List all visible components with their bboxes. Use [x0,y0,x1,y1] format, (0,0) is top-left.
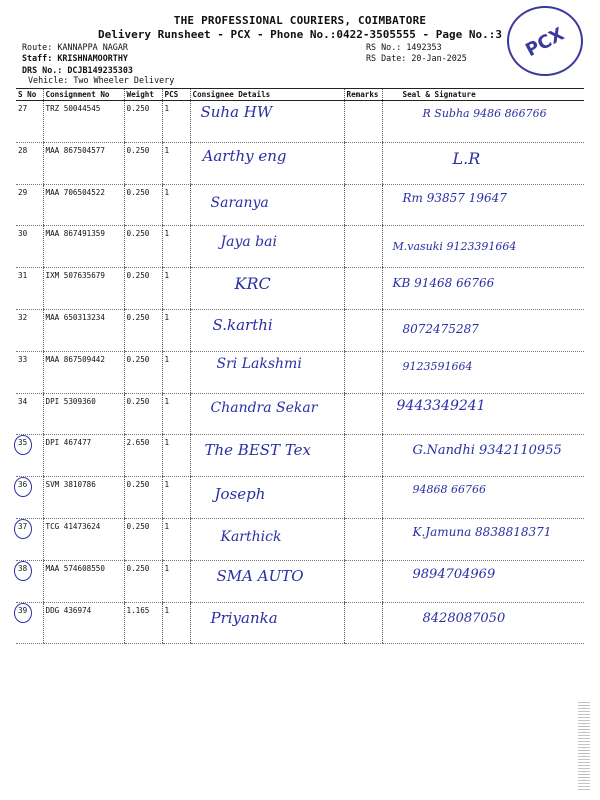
cell-sno: 30 [16,226,43,268]
cell-signature [382,393,584,435]
vehicle-label: Vehicle: [28,75,69,85]
handwritten-signature: KB 91468 66766 [392,276,495,291]
cell-weight: 1.165 [124,602,162,644]
cell-consignee [190,226,344,268]
handwritten-signature: 9123591664 [402,359,473,373]
col-header-remarks: Remarks [344,89,382,101]
cell-sno: 31 [16,268,43,310]
cell-pcs: 1 [162,226,190,268]
cell-consignee [190,351,344,393]
page-subtitle: Delivery Runsheet - PCX - Phone No.:0422-3505555 - Page No.:3 [98,28,502,41]
cell-sno [16,518,43,560]
handwritten-consignee-name: Jaya bai [220,234,277,251]
staff-line [22,53,128,64]
vehicle-line [28,75,174,86]
page-title: THE PROFESSIONAL COURIERS, COIMBATORE [173,14,427,27]
cell-pcs: 1 [162,393,190,435]
route-line [22,42,128,53]
table-row [16,101,584,143]
handwritten-circle-mark [14,561,32,581]
handwritten-signature: K.Jamuna 8838818371 [412,524,552,539]
cell-consignment-no: IXM 507635679 [43,268,124,310]
sno-text: 39 [18,605,28,615]
handwritten-signature: 94868 66766 [412,483,486,497]
cell-weight: 2.650 [124,435,162,477]
cell-weight: 0.250 [124,393,162,435]
cell-consignment-no: MAA 650313234 [43,309,124,351]
cell-sno: 28 [16,142,43,184]
cell-consignment-no: MAA 706504522 [43,184,124,226]
cell-signature [382,351,584,393]
col-header-consignee: Consignee Details [190,89,344,101]
handwritten-consignee-name: Priyanka [210,608,278,627]
stamp-text: PCX [522,23,568,62]
cell-remarks [344,268,382,310]
staff-label: Staff: [22,53,53,63]
cell-sno: 33 [16,351,43,393]
cell-sno [16,602,43,644]
cell-pcs: 1 [162,560,190,602]
table-row [16,309,584,351]
sno-text: 38 [18,563,28,573]
sno-text: 35 [18,438,28,448]
handwritten-signature: M.vasuki 9123391664 [392,240,517,254]
cell-weight: 0.250 [124,184,162,226]
table-row [16,393,584,435]
table-row [16,142,584,184]
cell-sno [16,435,43,477]
cell-weight: 0.250 [124,101,162,143]
cell-remarks [344,560,382,602]
cell-pcs: 1 [162,602,190,644]
handwritten-signature: 9443349241 [396,397,486,414]
handwritten-signature: 9894704969 [412,566,496,582]
handwritten-circle-mark [14,603,32,623]
handwritten-consignee-name: Saranya [210,194,269,211]
handwritten-consignee-name: SMA AUTO [216,566,304,585]
cell-remarks [344,435,382,477]
cell-weight: 0.250 [124,142,162,184]
cell-pcs: 1 [162,268,190,310]
handwritten-consignee-name: Chandra Sekar [210,399,318,416]
cell-remarks [344,477,382,519]
table-row [16,226,584,268]
cell-weight: 0.250 [124,268,162,310]
cell-consignment-no: SVM 3810786 [43,477,124,519]
col-header-signature: Seal & Signature [382,89,584,101]
cell-weight: 0.250 [124,518,162,560]
cell-weight: 0.250 [124,309,162,351]
rs-date-value: 20-Jan-2025 [411,53,467,63]
rs-no-value: 1492353 [406,42,442,52]
table-row [16,184,584,226]
cell-consignment-no: MAA 867509442 [43,351,124,393]
handwritten-signature: L.R [452,148,481,168]
handwritten-signature: 8428087050 [422,610,506,626]
table-row [16,351,584,393]
table-row [16,602,584,644]
vehicle-value: Two Wheeler Delivery [73,75,175,85]
rs-date-line [366,53,467,64]
cell-pcs: 1 [162,351,190,393]
handwritten-consignee-name: Suha HW [200,103,273,121]
cell-consignee [190,560,344,602]
cell-sno: 27 [16,101,43,143]
cell-consignment-no: TRZ 50044545 [43,101,124,143]
cell-pcs: 1 [162,101,190,143]
table-header-row [16,89,584,101]
cell-pcs: 1 [162,309,190,351]
cell-remarks [344,142,382,184]
handwritten-signature: 8072475287 [402,321,479,336]
cell-signature [382,477,584,519]
handwritten-signature: R Subha 9486 866766 [422,107,547,120]
cell-consignee [190,477,344,519]
cell-remarks [344,518,382,560]
cell-consignment-no: DDG 436974 [43,602,124,644]
cell-weight: 0.250 [124,226,162,268]
sno-text: 37 [18,521,28,531]
cell-sno [16,560,43,602]
cell-consignee [190,309,344,351]
cell-pcs: 1 [162,518,190,560]
cell-weight: 0.250 [124,351,162,393]
cell-sno: 29 [16,184,43,226]
rs-no-label: RS No.: [366,42,402,52]
cell-sno [16,477,43,519]
cell-remarks [344,184,382,226]
handwritten-consignee-name: The BEST Tex [204,441,312,460]
cell-weight: 0.250 [124,560,162,602]
handwritten-consignee-name: Karthick [220,528,282,545]
cell-signature [382,184,584,226]
route-value: KANNAPPA NAGAR [57,42,128,52]
cell-signature [382,602,584,644]
cell-consignee [190,268,344,310]
cell-signature [382,560,584,602]
cell-remarks [344,351,382,393]
cell-weight: 0.250 [124,477,162,519]
cell-remarks [344,602,382,644]
cell-sno: 34 [16,393,43,435]
table-row [16,435,584,477]
cell-consignee [190,184,344,226]
handwritten-consignee-name: Aarthy eng [202,146,287,165]
rs-date-label: RS Date: [366,53,407,63]
cell-remarks [344,393,382,435]
cell-consignment-no: MAA 867491359 [43,226,124,268]
cell-signature [382,226,584,268]
col-header-pcs: PCS [162,89,190,101]
cell-consignment-no: MAA 867504577 [43,142,124,184]
handwritten-consignee-name: Joseph [214,485,266,504]
cell-pcs: 1 [162,435,190,477]
col-header-weight: Weight [124,89,162,101]
cell-sno: 32 [16,309,43,351]
cell-consignment-no: DPI 467477 [43,435,124,477]
cell-consignee [190,518,344,560]
cell-signature [382,518,584,560]
cell-signature [382,268,584,310]
cell-remarks [344,226,382,268]
handwritten-circle-mark [14,519,32,539]
cell-consignment-no: TCG 41473624 [43,518,124,560]
table-row [16,268,584,310]
handwritten-circle-mark [14,477,32,497]
col-header-sno: S No [16,89,43,101]
cell-consignee [190,393,344,435]
cell-pcs: 1 [162,142,190,184]
staff-value: KRISHNAMOORTHY [57,53,128,63]
table-row [16,518,584,560]
pcx-stamp [507,6,583,76]
cell-pcs: 1 [162,184,190,226]
drs-label: DRS No.: [22,65,63,75]
cell-pcs: 1 [162,477,190,519]
drs-value: DCJB149235303 [67,65,133,75]
runsheet-table [16,88,584,644]
handwritten-signature: Rm 93857 19647 [402,190,507,205]
handwritten-signature: G.Nandhi 9342110955 [412,443,562,459]
cell-signature [382,101,584,143]
cell-consignment-no: DPI 5309360 [43,393,124,435]
cell-signature [382,142,584,184]
rs-no-line [366,42,442,53]
cell-consignee [190,142,344,184]
table-row [16,560,584,602]
handwritten-consignee-name: Sri Lakshmi [216,355,302,372]
handwritten-circle-mark [14,435,32,455]
cell-remarks [344,101,382,143]
col-header-consignment: Consignment No [43,89,124,101]
cell-signature [382,309,584,351]
cell-consignment-no: MAA 574608550 [43,560,124,602]
handwritten-consignee-name: KRC [234,274,271,294]
cell-signature [382,435,584,477]
route-label: Route: [22,42,53,52]
torn-edge [578,700,590,790]
cell-consignee [190,602,344,644]
cell-consignee [190,101,344,143]
sno-text: 36 [18,480,28,490]
table-row [16,477,584,519]
handwritten-consignee-name: S.karthi [212,315,273,334]
cell-remarks [344,309,382,351]
cell-consignee [190,435,344,477]
